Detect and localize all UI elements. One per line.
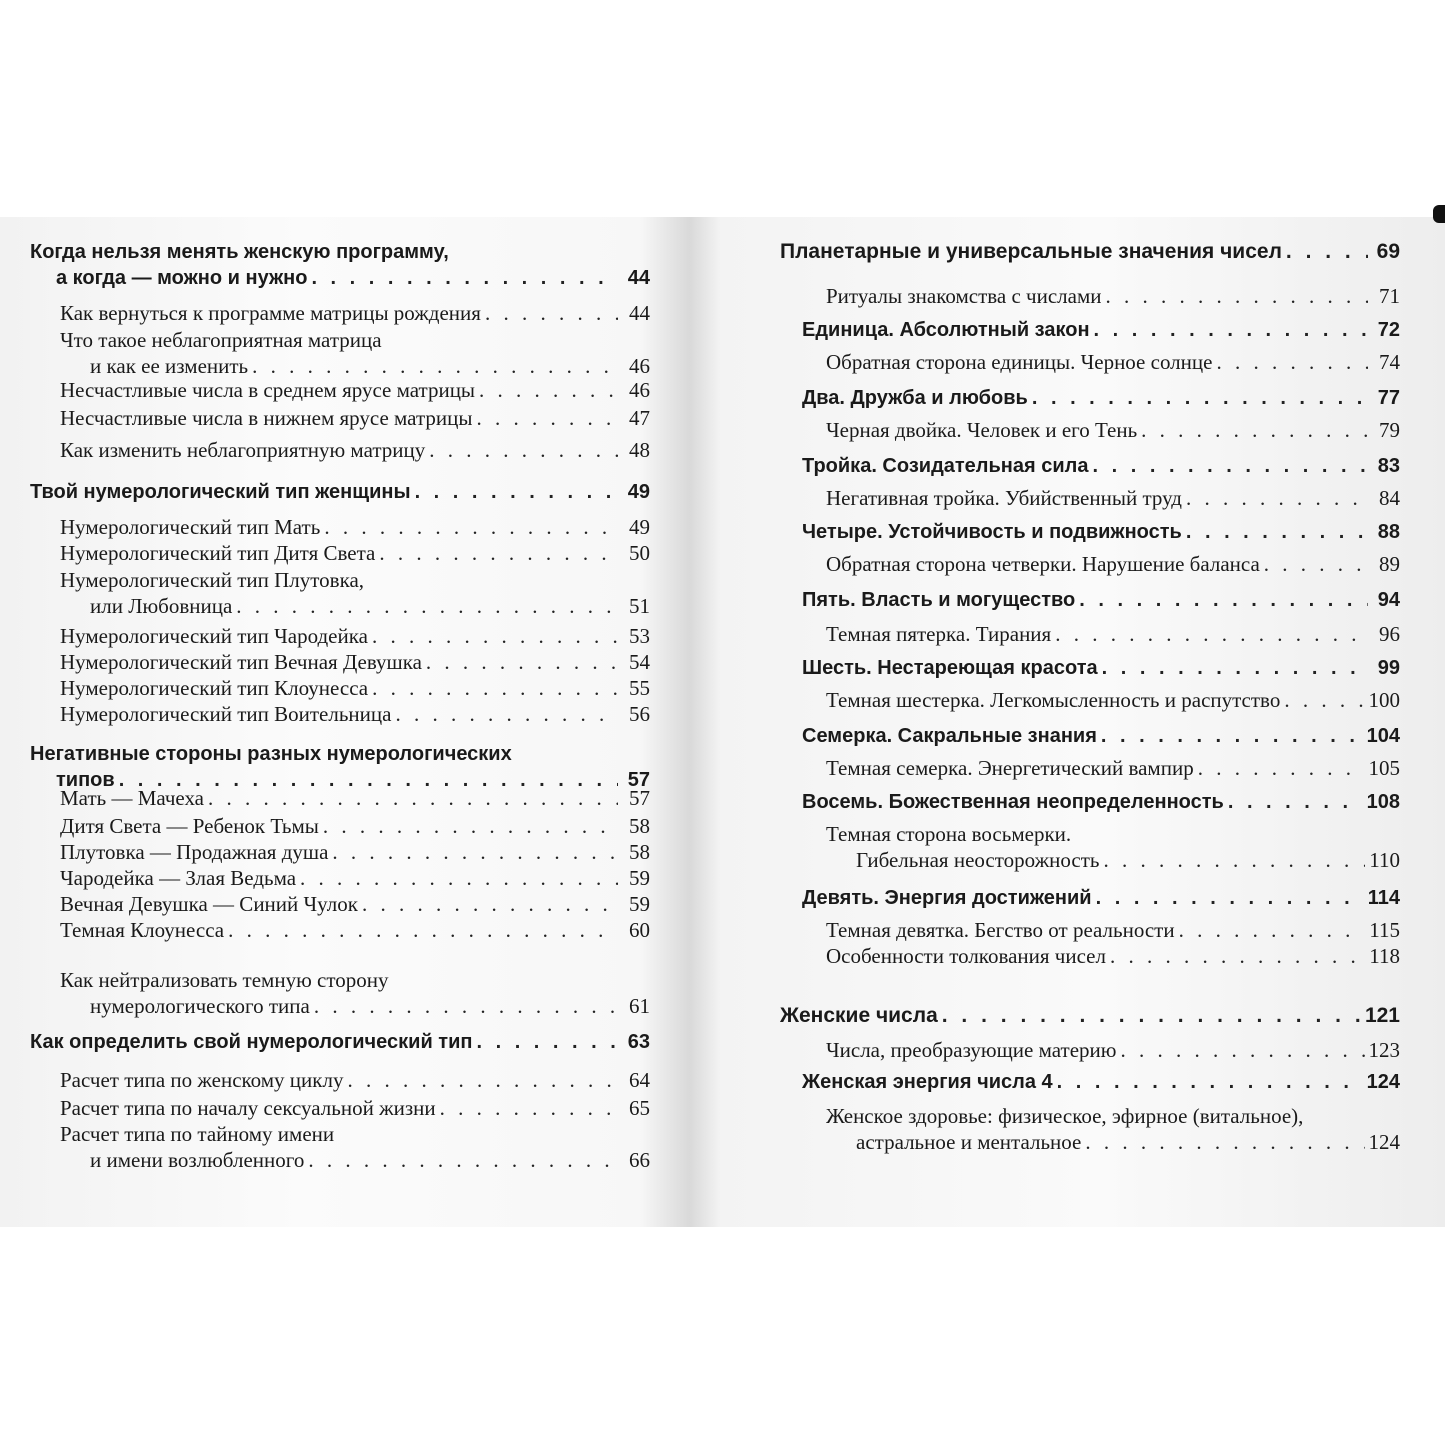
- dot-leader: [1057, 1069, 1363, 1095]
- toc-entry-line: [826, 417, 1400, 443]
- toc-entry-title: Темная шестерка. Легкомысленность и распутство: [826, 688, 1281, 712]
- page-number: 104: [1366, 725, 1400, 747]
- page-number: 60: [629, 918, 650, 942]
- toc-entry-line: [826, 621, 1400, 647]
- toc-entry: [30, 649, 650, 675]
- toc-entry-title: Нумерологический тип Плутовка,: [60, 568, 365, 592]
- toc-entry: [30, 1067, 650, 1093]
- page-number: 123: [1368, 1038, 1400, 1062]
- page-number: 57: [629, 786, 650, 810]
- toc-entry-line: [30, 741, 650, 767]
- toc-entry-title: Как изменить неблагоприятную матрицу: [60, 438, 426, 462]
- toc-entry-line: [60, 623, 650, 649]
- toc-entry: [780, 917, 1400, 943]
- toc-entry-line: [802, 1069, 1400, 1095]
- toc-entry-line: [826, 551, 1400, 577]
- page-number: 50: [629, 541, 650, 565]
- toc-entry-title: астральное и ментальное: [856, 1130, 1082, 1154]
- toc-entry-title: и как ее изменить: [90, 354, 249, 378]
- toc-entry-line: [826, 687, 1400, 713]
- toc-entry-line: [780, 1003, 1400, 1029]
- toc-entry-title: Четыре. Устойчивость и подвижность: [802, 521, 1182, 543]
- toc-entry: [780, 349, 1400, 375]
- toc-entry-title: Несчастливые числа в среднем ярусе матрицы: [60, 378, 476, 402]
- dot-leader: [1092, 453, 1368, 479]
- toc-entry: [30, 865, 650, 891]
- toc-entry: [30, 327, 650, 379]
- dot-leader: [476, 1029, 618, 1055]
- toc-entry-line: [60, 785, 650, 811]
- toc-entry-line: [60, 437, 650, 463]
- dot-leader: [1101, 723, 1363, 749]
- toc-entry: [780, 885, 1400, 911]
- dot-leader: [332, 839, 618, 865]
- dot-leader: [440, 1095, 618, 1121]
- toc-entry: [780, 655, 1400, 681]
- toc-entry-title: Особенности толкования чисел: [826, 944, 1106, 968]
- dot-leader: [1179, 917, 1366, 943]
- page-number: 58: [629, 814, 650, 838]
- toc-entry-line: [60, 405, 650, 431]
- page-number: 63: [627, 1031, 650, 1053]
- toc-entry: [780, 1069, 1400, 1095]
- page-number: 100: [1368, 688, 1400, 712]
- toc-entry: [30, 917, 650, 943]
- dot-leader: [323, 813, 618, 839]
- toc-entry: [30, 813, 650, 839]
- toc-entry: [780, 239, 1400, 265]
- toc-entry-title: Нумерологический тип Вечная Девушка: [60, 650, 422, 674]
- toc-entry-title: Гибельная неосторожность: [856, 848, 1100, 872]
- dot-leader: [415, 479, 618, 505]
- toc-entry-title: или Любовница: [90, 594, 233, 618]
- dot-leader: [479, 377, 618, 403]
- dot-leader: [1284, 687, 1364, 713]
- toc-entry-line: [60, 675, 650, 701]
- toc-entry-line: [30, 239, 650, 265]
- toc-entry-line: [826, 349, 1400, 375]
- toc-entry-line: [60, 649, 650, 675]
- toc-entry-title: Темная девятка. Бегство от реальности: [826, 918, 1175, 942]
- toc-entry: [780, 385, 1400, 411]
- page-number: 64: [629, 1068, 650, 1092]
- toc-entry-title: Когда нельзя менять женскую программу,: [30, 241, 449, 263]
- dot-leader: [395, 701, 618, 727]
- toc-entry-title: типов: [56, 769, 115, 791]
- toc-entry: [30, 540, 650, 566]
- dot-leader: [252, 353, 618, 379]
- toc-entry-line: [60, 567, 650, 593]
- page-number: 53: [629, 624, 650, 648]
- toc-entry: [780, 551, 1400, 577]
- page-number: 58: [629, 840, 650, 864]
- toc-entry-title: Тройка. Созидательная сила: [802, 455, 1089, 477]
- toc-entry-line: [60, 593, 650, 619]
- dot-leader: [314, 993, 618, 1019]
- page-number: 110: [1369, 848, 1400, 872]
- toc-entry-line: [60, 1067, 650, 1093]
- toc-entry: [30, 1029, 650, 1055]
- toc-entry: [30, 377, 650, 403]
- dot-leader: [1085, 1129, 1364, 1155]
- toc-entry: [30, 479, 650, 505]
- page-number: 114: [1367, 887, 1400, 909]
- toc-entry-line: [60, 540, 650, 566]
- dot-leader: [942, 1003, 1361, 1029]
- page-number: 77: [1377, 387, 1400, 409]
- toc-entry: [30, 839, 650, 865]
- toc-entry-line: [826, 485, 1400, 511]
- toc-entry: [30, 405, 650, 431]
- toc-entry: [30, 1121, 650, 1173]
- toc-entry-title: Негативная тройка. Убийственный труд: [826, 486, 1182, 510]
- toc-entry-line: [802, 655, 1400, 681]
- toc-entry: [780, 485, 1400, 511]
- page-number: 44: [627, 267, 650, 289]
- toc-entry-title: Семерка. Сакральные знания: [802, 725, 1097, 747]
- page-number: 96: [1379, 622, 1400, 646]
- toc-entry-title: Нумерологический тип Воительница: [60, 702, 392, 726]
- toc-entry-line: [60, 327, 650, 353]
- toc-entry-line: [802, 789, 1400, 815]
- toc-entry: [780, 687, 1400, 713]
- toc-entry-title: Восемь. Божественная неопределенность: [802, 791, 1224, 813]
- dot-leader: [485, 300, 618, 326]
- page-number: 84: [1379, 486, 1400, 510]
- toc-entry-line: [60, 1121, 650, 1147]
- toc-entry-line: [802, 519, 1400, 545]
- page-number: 48: [629, 438, 650, 462]
- toc-entry: [780, 1003, 1400, 1029]
- dot-leader: [1216, 349, 1368, 375]
- toc-entry: [780, 755, 1400, 781]
- toc-entry-line: [826, 821, 1400, 847]
- toc-entry-title: Как определить свой нумерологический тип: [30, 1031, 473, 1053]
- page-number: 121: [1364, 1004, 1400, 1027]
- toc-entry-title: Как нейтрализовать темную сторону: [60, 968, 389, 992]
- toc-entry-title: Темная семерка. Энергетический вампир: [826, 756, 1194, 780]
- dot-leader: [426, 649, 618, 675]
- page-number: 46: [629, 354, 650, 378]
- dot-leader: [1103, 847, 1365, 873]
- toc-entry-title: Мать — Мачеха: [60, 786, 205, 810]
- toc-entry-title: Темная пятерка. Тирания: [826, 622, 1052, 646]
- toc-entry-line: [802, 885, 1400, 911]
- dot-leader: [362, 891, 618, 917]
- toc-entry-title: Вечная Девушка — Синий Чулок: [60, 892, 358, 916]
- toc-entry-line: [826, 847, 1400, 873]
- toc-entry-title: а когда — можно и нужно: [56, 267, 308, 289]
- page-number: 54: [629, 650, 650, 674]
- page-number: 55: [629, 676, 650, 700]
- page-number: 46: [629, 378, 650, 402]
- toc-entry: [30, 239, 650, 291]
- dot-leader: [372, 623, 618, 649]
- toc-entry-line: [60, 967, 650, 993]
- page-number: 99: [1377, 657, 1400, 679]
- toc-entry-line: [30, 479, 650, 505]
- toc-entry-line: [60, 993, 650, 1019]
- toc-entry-line: [826, 943, 1400, 969]
- left-page: [30, 217, 650, 1227]
- toc-entry: [780, 1103, 1400, 1155]
- toc-entry-line: [60, 300, 650, 326]
- toc-entry-title: Ритуалы знакомства с числами: [826, 284, 1102, 308]
- dot-leader: [228, 917, 618, 943]
- page-number: 47: [629, 406, 650, 430]
- page-number: 124: [1366, 1071, 1400, 1093]
- toc-entry: [30, 567, 650, 619]
- page-number: 59: [629, 892, 650, 916]
- toc-entry: [780, 821, 1400, 873]
- toc-entry: [30, 514, 650, 540]
- toc-entry: [30, 623, 650, 649]
- toc-entry: [780, 519, 1400, 545]
- toc-entry-title: Несчастливые числа в нижнем ярусе матрицы: [60, 406, 473, 430]
- page-number: 115: [1369, 918, 1400, 942]
- toc-entry-line: [60, 839, 650, 865]
- page-number: 74: [1379, 350, 1400, 374]
- toc-entry-title: Нумерологический тип Чародейка: [60, 624, 368, 648]
- page-number: 69: [1376, 240, 1400, 263]
- toc-entry: [780, 621, 1400, 647]
- dot-leader: [1032, 385, 1368, 411]
- page-number: 71: [1379, 284, 1400, 308]
- page-number: 66: [629, 1148, 650, 1172]
- toc-entry-line: [802, 723, 1400, 749]
- toc-entry-title: Плутовка — Продажная душа: [60, 840, 329, 864]
- toc-entry-title: Шесть. Нестареющая красота: [802, 657, 1098, 679]
- toc-entry-line: [826, 755, 1400, 781]
- toc-entry-title: Единица. Абсолютный закон: [802, 319, 1090, 341]
- dot-leader: [300, 865, 618, 891]
- toc-entry-line: [826, 1129, 1400, 1155]
- toc-entry-title: Твой нумерологический тип женщины: [30, 481, 411, 503]
- toc-entry-title: Девять. Энергия достижений: [802, 887, 1092, 909]
- dot-leader: [236, 593, 618, 619]
- toc-entry: [780, 453, 1400, 479]
- page-number: 61: [629, 994, 650, 1018]
- page-number: 105: [1368, 756, 1400, 780]
- toc-entry-line: [826, 283, 1400, 309]
- dot-leader: [1186, 519, 1368, 545]
- toc-entry: [30, 967, 650, 1019]
- dot-leader: [1198, 755, 1365, 781]
- dot-leader: [1094, 317, 1368, 343]
- toc-entry: [780, 283, 1400, 309]
- toc-entry-line: [826, 917, 1400, 943]
- dot-leader: [324, 514, 618, 540]
- toc-entry: [30, 300, 650, 326]
- toc-entry: [780, 789, 1400, 815]
- page-number: 124: [1368, 1130, 1400, 1154]
- toc-entry: [30, 785, 650, 811]
- toc-entry: [780, 1037, 1400, 1063]
- page-number: 59: [629, 866, 650, 890]
- toc-entry: [780, 723, 1400, 749]
- toc-entry: [30, 675, 650, 701]
- toc-entry-title: Расчет типа по тайному имени: [60, 1122, 335, 1146]
- page-number: 88: [1377, 521, 1400, 543]
- toc-entry-line: [780, 239, 1400, 265]
- dot-leader: [379, 540, 618, 566]
- dot-leader: [311, 265, 618, 291]
- toc-entry-line: [60, 917, 650, 943]
- toc-entry-title: Пять. Власть и могущество: [802, 589, 1076, 611]
- page-number: 49: [629, 515, 650, 539]
- toc-entry-line: [30, 265, 650, 291]
- toc-entry-title: Что такое неблагоприятная матрица: [60, 328, 382, 352]
- dot-leader: [1079, 587, 1368, 613]
- dot-leader: [1186, 485, 1368, 511]
- toc-entry: [30, 1095, 650, 1121]
- toc-entry-line: [30, 1029, 650, 1055]
- page-number: 79: [1379, 418, 1400, 442]
- dot-leader: [1141, 417, 1368, 443]
- dot-leader: [1055, 621, 1368, 647]
- toc-entry-line: [60, 514, 650, 540]
- toc-entry-title: и имени возлюбленного: [90, 1148, 305, 1172]
- dot-leader: [308, 1147, 618, 1173]
- dot-leader: [1228, 789, 1363, 815]
- toc-entry-line: [60, 377, 650, 403]
- toc-entry: [780, 417, 1400, 443]
- page-number: 118: [1369, 944, 1400, 968]
- toc-entry-title: Обратная сторона единицы. Черное солнце: [826, 350, 1213, 374]
- toc-entry-title: Женская энергия числа 4: [802, 1071, 1053, 1093]
- toc-entry-title: Два. Дружба и любовь: [802, 387, 1028, 409]
- toc-entry: [30, 437, 650, 463]
- page-corner-mark: [1433, 205, 1445, 223]
- page-number: 51: [629, 594, 650, 618]
- toc-entry-title: нумерологического типа: [90, 994, 310, 1018]
- toc-entry-line: [60, 1095, 650, 1121]
- toc-entry: [780, 587, 1400, 613]
- dot-leader: [347, 1067, 618, 1093]
- toc-entry-title: Женские числа: [780, 1004, 938, 1027]
- page-number: 94: [1377, 589, 1400, 611]
- toc-entry-title: Как вернуться к программе матрицы рождения: [60, 301, 481, 325]
- toc-entry-line: [802, 317, 1400, 343]
- toc-entry-line: [826, 1037, 1400, 1063]
- toc-entry-title: Числа, преобразующие материю: [826, 1038, 1117, 1062]
- page-number: 49: [627, 481, 650, 503]
- toc-entry-line: [60, 1147, 650, 1173]
- toc-entry-title: Женское здоровье: физическое, эфирное (витальное),: [826, 1104, 1304, 1128]
- dot-leader: [1120, 1037, 1364, 1063]
- toc-entry-title: Нумерологический тип Мать: [60, 515, 321, 539]
- dot-leader: [372, 675, 618, 701]
- toc-entry: [780, 317, 1400, 343]
- dot-leader: [1286, 239, 1368, 265]
- toc-entry-title: Расчет типа по женскому циклу: [60, 1068, 344, 1092]
- toc-entry-line: [60, 891, 650, 917]
- toc-entry-title: Темная Клоунесса: [60, 918, 225, 942]
- toc-entry-line: [802, 385, 1400, 411]
- toc-entry-line: [60, 865, 650, 891]
- page-number: 56: [629, 702, 650, 726]
- toc-entry-line: [60, 813, 650, 839]
- dot-leader: [429, 437, 618, 463]
- book-spread: [0, 217, 1445, 1227]
- page-number: 108: [1366, 791, 1400, 813]
- page-number: 89: [1379, 552, 1400, 576]
- toc-entry-title: Чародейка — Злая Ведьма: [60, 866, 297, 890]
- toc-entry-title: Нумерологический тип Клоунесса: [60, 676, 369, 700]
- toc-entry-line: [802, 453, 1400, 479]
- dot-leader: [208, 785, 618, 811]
- dot-leader: [1264, 551, 1368, 577]
- dot-leader: [1106, 283, 1369, 309]
- dot-leader: [476, 405, 618, 431]
- dot-leader: [1096, 885, 1364, 911]
- page-number: 57: [627, 769, 650, 791]
- toc-entry-line: [60, 353, 650, 379]
- toc-entry-line: [802, 587, 1400, 613]
- dot-leader: [1102, 655, 1368, 681]
- page-number: 83: [1377, 455, 1400, 477]
- toc-entry-title: Расчет типа по началу сексуальной жизни: [60, 1096, 436, 1120]
- right-page: [780, 217, 1400, 1227]
- toc-entry-title: Планетарные и универсальные значения чисел: [780, 240, 1282, 263]
- page-number: 44: [629, 301, 650, 325]
- toc-entry-title: Дитя Света — Ребенок Тьмы: [60, 814, 319, 838]
- toc-entry-title: Черная двойка. Человек и его Тень: [826, 418, 1138, 442]
- toc-entry-line: [826, 1103, 1400, 1129]
- page-number: 72: [1377, 319, 1400, 341]
- toc-entry: [780, 943, 1400, 969]
- dot-leader: [1110, 943, 1365, 969]
- toc-entry-title: Темная сторона восьмерки.: [826, 822, 1072, 846]
- toc-entry-title: Негативные стороны разных нумерологических: [30, 743, 512, 765]
- toc-entry-line: [60, 701, 650, 727]
- page-number: 65: [629, 1096, 650, 1120]
- toc-entry-title: Обратная сторона четверки. Нарушение баланса: [826, 552, 1260, 576]
- toc-entry: [30, 701, 650, 727]
- toc-entry-title: Нумерологический тип Дитя Света: [60, 541, 376, 565]
- toc-entry: [30, 891, 650, 917]
